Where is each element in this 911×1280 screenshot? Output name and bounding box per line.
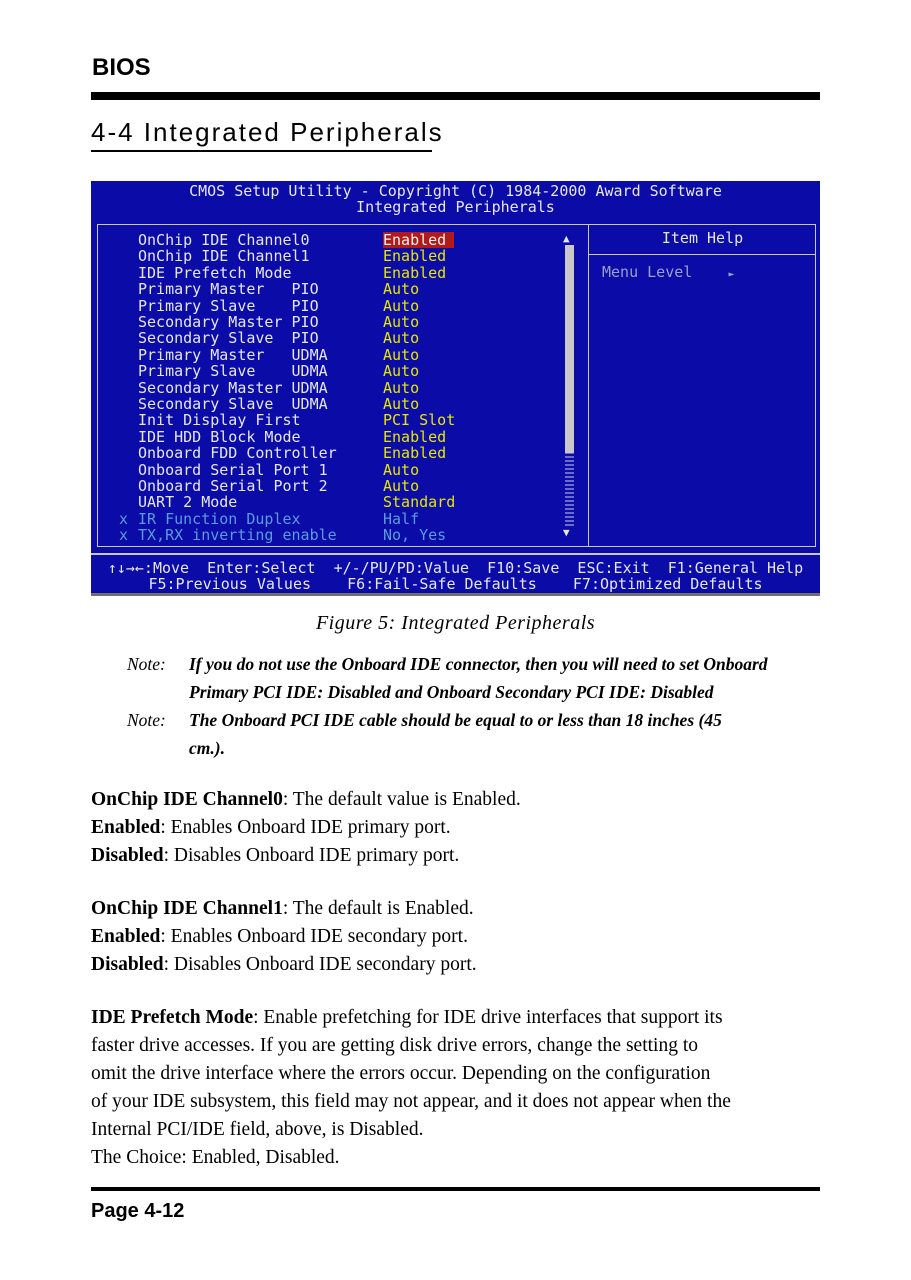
paragraph-line: omit the drive interface where the errors occur. Depending on the configuration bbox=[91, 1063, 711, 1084]
paragraph-onchip-ide-channel0 bbox=[91, 786, 820, 870]
bios-setting-row[interactable] bbox=[91, 265, 561, 281]
footer-rule bbox=[91, 1187, 820, 1191]
bios-setting-value[interactable]: Half bbox=[383, 509, 420, 528]
note-text-line: Primary PCI IDE: Disabled and Onboard Secondary PCI IDE: Disabled bbox=[189, 682, 714, 702]
definition: : The default value is Enabled. bbox=[282, 789, 521, 810]
page-number: Page 4-12 bbox=[91, 1200, 185, 1222]
bios-screenshot bbox=[91, 181, 820, 595]
bios-setting-row[interactable] bbox=[91, 363, 561, 379]
bios-setting-row[interactable] bbox=[91, 527, 561, 543]
header-rule bbox=[91, 92, 820, 100]
bios-setting-row[interactable] bbox=[91, 445, 561, 461]
scroll-up-icon[interactable]: ▲ bbox=[563, 232, 570, 245]
bios-header-line1: CMOS Setup Utility - Copyright (C) 1984-2000 Award Software bbox=[189, 182, 722, 200]
bios-setting-value[interactable]: Enabled bbox=[383, 247, 447, 266]
bios-setting-value[interactable]: Auto bbox=[383, 280, 420, 299]
paragraph-line: of your IDE subsystem, this field may not appear, and it does not appear when the bbox=[91, 1091, 731, 1112]
bios-setting-label: OnChip IDE Channel1 bbox=[138, 247, 310, 266]
disabled-mark: x bbox=[119, 526, 129, 545]
bios-bottom-border bbox=[91, 593, 820, 596]
bios-setting-label: Onboard Serial Port 2 bbox=[138, 477, 328, 495]
bios-setting-label: Secondary Slave UDMA bbox=[138, 395, 328, 413]
bios-setting-value[interactable]: Enabled bbox=[383, 263, 447, 282]
bios-setting-row[interactable] bbox=[91, 494, 561, 510]
bios-setting-label: Init Display First bbox=[138, 411, 301, 430]
bios-setting-row[interactable] bbox=[91, 462, 561, 478]
bios-setting-row[interactable] bbox=[91, 396, 561, 412]
note-label: Note: bbox=[127, 710, 166, 730]
note-1 bbox=[127, 650, 827, 706]
definition: : Enables Onboard IDE primary port. bbox=[160, 817, 451, 838]
bios-setting-label: IDE HDD Block Mode bbox=[138, 427, 301, 446]
bios-setting-label: Secondary Master PIO bbox=[138, 313, 319, 331]
disabled-mark: x bbox=[119, 509, 129, 528]
bios-footer-line2: F5:Previous Values F6:Fail-Safe Defaults F7:Optimized Defaults bbox=[148, 575, 763, 593]
bios-setting-label: Secondary Slave PIO bbox=[138, 329, 319, 348]
bios-setting-row[interactable] bbox=[91, 347, 561, 363]
term: Enabled bbox=[91, 817, 161, 838]
term: Disabled bbox=[91, 845, 164, 866]
bios-header bbox=[91, 183, 820, 215]
bios-setting-label: TX,RX inverting enable bbox=[138, 526, 337, 545]
section-title-underline bbox=[91, 150, 432, 152]
bios-setting-value[interactable]: Enabled bbox=[383, 444, 447, 463]
bios-setting-value[interactable]: Auto bbox=[383, 296, 420, 315]
bios-setting-label: Primary Slave PIO bbox=[138, 296, 319, 315]
term: OnChip IDE Channel1 bbox=[91, 898, 283, 919]
bios-setting-value[interactable]: Auto bbox=[383, 378, 420, 397]
bios-setting-label: Onboard FDD Controller bbox=[138, 444, 337, 463]
bios-setting-label: Secondary Master UDMA bbox=[138, 378, 328, 397]
scrollbar-thumb[interactable] bbox=[565, 245, 574, 453]
bios-setting-label: UART 2 Mode bbox=[138, 493, 238, 512]
bios-setting-label: OnChip IDE Channel0 bbox=[138, 231, 310, 249]
menu-level-arrow-icon: ► bbox=[728, 269, 735, 280]
term: IDE Prefetch Mode bbox=[91, 1007, 254, 1028]
term: OnChip IDE Channel0 bbox=[91, 789, 283, 810]
paragraph-line: faster drive accesses. If you are getting disk drive errors, change the setting to bbox=[91, 1035, 698, 1056]
bios-setting-row[interactable] bbox=[91, 281, 561, 297]
bios-setting-label: Primary Master PIO bbox=[138, 280, 319, 299]
paragraph-line: Internal PCI/IDE field, above, is Disabled. bbox=[91, 1119, 424, 1140]
bios-setting-label: Primary Slave UDMA bbox=[138, 362, 328, 381]
bios-setting-label: Primary Master UDMA bbox=[138, 345, 328, 364]
paragraph-onchip-ide-channel1 bbox=[91, 895, 820, 979]
bios-setting-value[interactable]: Auto bbox=[383, 329, 420, 348]
bios-setting-value[interactable]: Standard bbox=[383, 493, 456, 512]
note-text-line: If you do not use the Onboard IDE connector, then you will need to set Onboard bbox=[189, 654, 768, 674]
bios-setting-row[interactable] bbox=[91, 511, 561, 527]
bios-setting-value[interactable]: Enabled bbox=[383, 427, 447, 446]
bios-setting-row[interactable] bbox=[91, 380, 561, 396]
note-text-line: The Onboard PCI IDE cable should be equal to or less than 18 inches (45 bbox=[189, 710, 722, 730]
bios-footer-rule bbox=[91, 553, 820, 555]
note-text bbox=[189, 650, 823, 706]
bios-setting-row[interactable] bbox=[91, 232, 561, 248]
note-label: Note: bbox=[127, 654, 166, 674]
note-text-line: cm.). bbox=[189, 738, 225, 758]
bios-setting-label: IR Function Duplex bbox=[138, 509, 301, 528]
figure-caption: Figure 5: Integrated Peripherals bbox=[315, 612, 596, 634]
menu-level bbox=[602, 264, 734, 283]
bios-setting-value[interactable]: Auto bbox=[383, 395, 420, 413]
definition: : Disables Onboard IDE secondary port. bbox=[163, 954, 477, 975]
bios-panel-divider bbox=[588, 224, 589, 547]
bios-setting-row[interactable] bbox=[91, 412, 561, 428]
bios-setting-row[interactable] bbox=[91, 429, 561, 445]
bios-setting-label: Onboard Serial Port 1 bbox=[138, 460, 328, 479]
item-help-title: Item Help bbox=[661, 229, 744, 247]
bios-setting-row[interactable] bbox=[91, 330, 561, 346]
menu-level-label: Menu Level bbox=[602, 263, 693, 281]
bios-setting-value[interactable]: Auto bbox=[383, 345, 420, 364]
bios-header-line2: Integrated Peripherals bbox=[356, 198, 555, 216]
term: Enabled bbox=[91, 926, 161, 947]
bios-setting-value[interactable]: Enabled bbox=[383, 232, 454, 248]
bios-setting-value[interactable]: Auto bbox=[383, 362, 420, 381]
bios-setting-value[interactable]: No, Yes bbox=[383, 526, 447, 545]
help-panel-separator bbox=[589, 254, 816, 255]
bios-setting-value[interactable]: Auto bbox=[383, 460, 420, 479]
definition: : Enables Onboard IDE secondary port. bbox=[160, 926, 468, 947]
paragraph-line: The Choice: Enabled, Disabled. bbox=[91, 1147, 340, 1168]
bios-setting-value[interactable]: PCI Slot bbox=[383, 411, 456, 430]
bios-setting-value[interactable]: Auto bbox=[383, 477, 420, 495]
paragraph-ide-prefetch-mode bbox=[91, 1004, 820, 1172]
note-2 bbox=[127, 706, 827, 762]
definition: : Disables Onboard IDE primary port. bbox=[163, 845, 460, 866]
bios-setting-label: IDE Prefetch Mode bbox=[138, 263, 292, 282]
page-header-title: BIOS bbox=[92, 54, 151, 81]
bios-setting-value[interactable]: Auto bbox=[383, 313, 420, 331]
bios-setting-row[interactable] bbox=[91, 314, 561, 330]
bios-footer-line1: ↑↓→←:Move Enter:Select +/-/PU/PD:Value F10:Save ESC:Exit F1:General Help bbox=[107, 559, 804, 577]
bios-setting-row[interactable] bbox=[91, 298, 561, 314]
note-text bbox=[189, 706, 823, 762]
definition: : Enable prefetching for IDE drive interfaces that support its bbox=[253, 1007, 723, 1028]
bios-setting-row[interactable] bbox=[91, 478, 561, 494]
term: Disabled bbox=[91, 954, 164, 975]
section-title: 4-4 Integrated Peripherals bbox=[91, 117, 444, 147]
scroll-down-icon[interactable]: ▼ bbox=[563, 526, 570, 539]
definition: : The default is Enabled. bbox=[282, 898, 474, 919]
bios-setting-row[interactable] bbox=[91, 248, 561, 264]
